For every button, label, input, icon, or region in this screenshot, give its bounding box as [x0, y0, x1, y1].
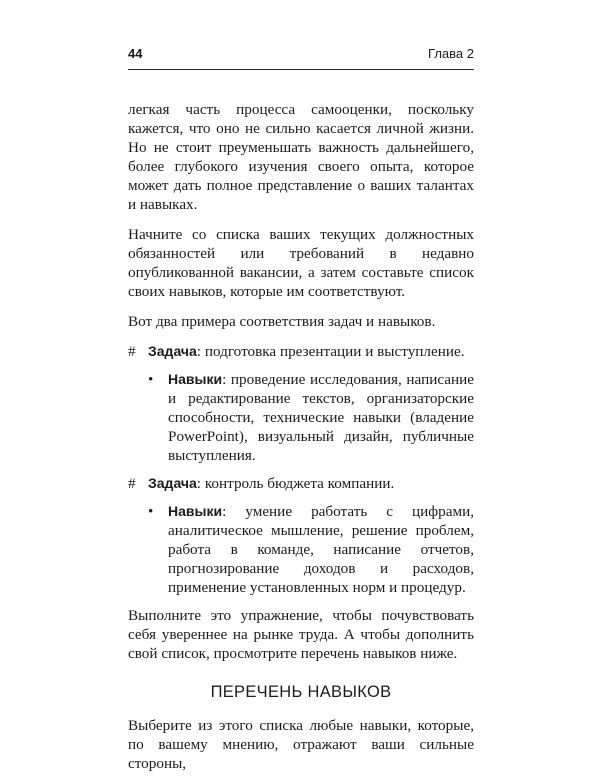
paragraph-exercise: Выполните это упражнение, чтобы почувствовать себя увереннее на рынке труда. А чтобы дополнить свой список, просмотрите перечень навыков ниже.: [128, 607, 474, 662]
chapter-title: Глава 2: [428, 46, 474, 61]
skills-label: Навыки: [168, 503, 223, 519]
page-number: 44: [128, 46, 143, 61]
example-skills-2: [128, 502, 474, 597]
skills-text: : проведение исследования, написание и редактирование текстов, организаторские способности, технические навыки (владение PowerPoint), визуальный дизайн, публичные выступления.: [168, 371, 474, 464]
skills-text: : умение работать с цифрами, аналитическое мышление, решение проблем, работа в команде, написание отчетов, прогнозирование доходов и расходов, применение установленных норм и процедур.: [168, 503, 474, 596]
skills-label: Навыки: [168, 371, 223, 387]
hash-marker: #: [128, 343, 136, 360]
bullet-icon: •: [148, 371, 154, 388]
example-skills-1: [128, 370, 474, 465]
paragraph-intro: легкая часть процесса самооценки, поскольку кажется, что оно не сильно касается личной жизни. Но не стоит преуменьшать важность дальнейшего, более глубокого изучения своего опыта, которое может дать полное представление о ваших талантах и навыках.: [128, 101, 474, 213]
paragraph-skills-list-intro: Выберите из этого списка любые навыки, которые, по вашему мнению, отражают ваши сильные стороны,: [128, 717, 474, 772]
hash-marker: #: [128, 475, 136, 492]
task-text: : контроль бюджета компании.: [196, 475, 395, 492]
paragraph-examples-lead: Вот два примера соответствия задач и навыков.: [128, 313, 436, 330]
section-heading: ПЕРЕЧЕНЬ НАВЫКОВ: [210, 683, 392, 701]
task-label: Задача: [148, 343, 197, 359]
task-label: Задача: [148, 475, 197, 491]
page-header: [128, 46, 474, 68]
page-body: [128, 100, 474, 784]
example-task-1: [128, 342, 474, 361]
paragraph-instructions: Начните со списка ваших текущих должностных обязанностей или требований в недавно опубликованной вакансии, а затем составьте список своих навыков, которые им соответствуют.: [128, 226, 474, 300]
bullet-icon: •: [148, 503, 154, 520]
example-task-2: [128, 474, 474, 493]
header-divider: [128, 69, 474, 70]
task-text: : подготовка презентации и выступление.: [196, 343, 465, 360]
